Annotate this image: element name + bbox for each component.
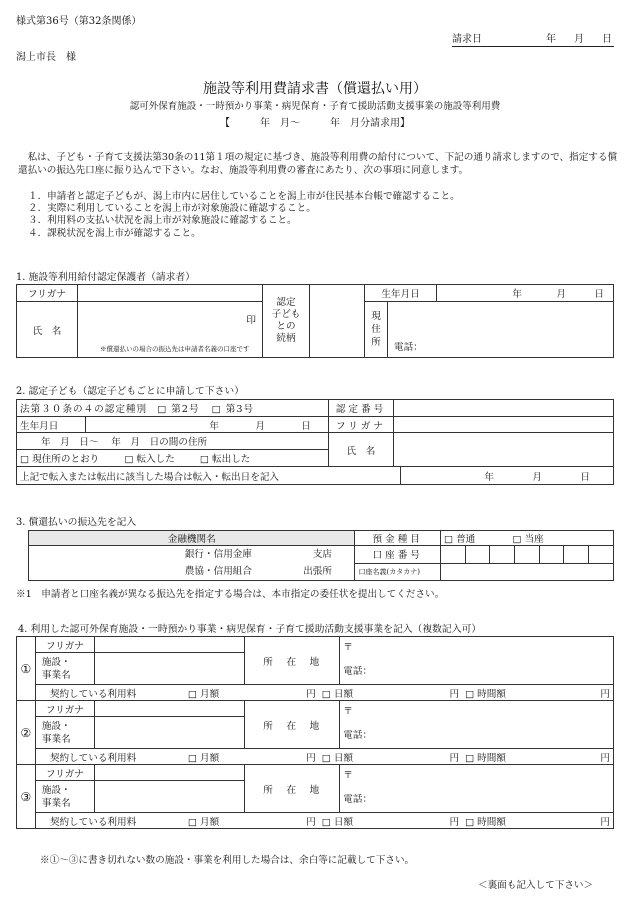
facility-furigana-label: フリガナ (35, 701, 94, 717)
facility-furigana-label: フリガナ (35, 637, 94, 653)
section3-heading: 3. 償還払いの振込先を記入 (16, 517, 137, 528)
monthly-checkbox[interactable]: □ 月額 (187, 816, 220, 828)
facility-footer-note: ※①～③に書き切れない数の施設・事業を利用した場合は、余白等に記載して下さい。 (40, 855, 415, 866)
facility-phone-label: 電話： (343, 730, 373, 741)
monthly-checkbox[interactable]: □ 月額 (187, 688, 220, 700)
hourly-checkbox[interactable]: □ 時間額 (465, 688, 506, 700)
address-label: 現 住 所 (365, 302, 388, 358)
daily-checkbox[interactable]: □ 日額 (321, 752, 354, 764)
account-digit[interactable] (490, 546, 515, 564)
deposit-type-options (440, 531, 613, 546)
facility-name-field[interactable] (95, 653, 245, 685)
consent-item: ２．実際に利用していることを潟上市が対象施設に確認すること。 (28, 203, 316, 215)
fee-options: 円 □ 日額 円 □ 時間額 円 (245, 813, 614, 829)
facility-location-label: 所 在 地 (245, 637, 340, 685)
child-table (16, 399, 614, 485)
phone-label: 電話： (394, 342, 423, 353)
form-number: 様式第36号（第32条関係） (16, 16, 142, 27)
facility-furigana-label: フリガナ (35, 765, 94, 781)
facility-location-label: 所 在 地 (245, 701, 340, 749)
facility-furigana-field[interactable] (95, 701, 245, 717)
account-name-field[interactable] (440, 563, 613, 581)
fee-label: 契約している利用料 □ 月額 (35, 685, 244, 701)
child-name-label: 氏 名 (329, 433, 394, 467)
fee-options: 円 □ 日額 円 □ 時間額 円 (245, 749, 614, 765)
facility-furigana-field[interactable] (95, 765, 245, 781)
branch-label: 支店 (312, 549, 332, 560)
type3-checkbox[interactable]: □ 第3号 (211, 404, 255, 415)
hourly-checkbox[interactable]: □ 時間額 (465, 752, 506, 764)
postal-mark: 〒 (343, 642, 353, 653)
facility-name-field[interactable] (95, 781, 245, 813)
address-field[interactable] (388, 302, 614, 358)
page-subtitle: 認可外保育施設・一時預かり事業・病児保育・子育て援助活動支援事業の施設等利用費 (129, 101, 501, 112)
facility-location-field[interactable] (340, 637, 614, 685)
child-name-field[interactable] (394, 433, 614, 467)
account-name-label: 口座名義(カタカナ) (355, 563, 440, 581)
name-label: 氏 名 (17, 302, 78, 358)
section1-heading: 1. 施設等利用給付認定保護者（請求者） (16, 272, 196, 283)
facility-name-label: 施設・ 事業名 (35, 781, 94, 813)
facility-name-field[interactable] (95, 717, 245, 749)
furigana-label: フリガナ (17, 285, 78, 302)
period-address-label: 年 月 日～ 年 月 日の間の住所 (17, 433, 329, 450)
account-digit[interactable] (539, 546, 564, 564)
postal-mark: 〒 (343, 706, 353, 717)
ordinary-checkbox[interactable]: □ 普通 (443, 534, 476, 545)
name-note: ※償還払いの場合の振込先は申請者名義の口座です (100, 345, 250, 353)
facility-name-label: 施設・ 事業名 (35, 653, 94, 685)
child-birth-field[interactable]: 年 月 日 (86, 417, 329, 433)
seal-mark: 印 (246, 315, 256, 326)
child-furigana-field[interactable] (394, 417, 614, 433)
fee-label: 契約している利用料 □ 月額 (35, 813, 244, 829)
institution-label: 金融機関名 (29, 531, 355, 546)
back-side-note: ＜裏面も記入して下さい＞ (478, 880, 594, 891)
birth-label: 生年月日 (365, 285, 437, 302)
name-field[interactable] (78, 302, 263, 358)
page-title: 施設等利用費請求書（償還払い用） (203, 81, 427, 97)
deposit-type-label: 預金種目 (355, 531, 440, 546)
request-date: 請求日 年 月 日 (452, 30, 614, 47)
facility-number: ① (17, 637, 36, 701)
current-address-checkbox[interactable]: □ 現住所のとおり (20, 454, 100, 465)
type2-checkbox[interactable]: □ 第2号 (157, 404, 200, 415)
furigana-field[interactable] (78, 285, 263, 302)
facility-furigana-field[interactable] (95, 637, 245, 653)
account-digit[interactable] (564, 546, 589, 564)
postal-mark: 〒 (343, 770, 353, 781)
office-label: 出張所 (303, 566, 332, 577)
bank-label: 銀行・信用金庫 (184, 549, 252, 560)
facility-phone-label: 電話： (343, 794, 373, 805)
period-line: 【 年 月～ 年 月分請求用】 (220, 118, 410, 129)
facility-location-field[interactable] (340, 765, 614, 813)
current-checkbox[interactable]: □ 当座 (512, 534, 544, 545)
moved-in-checkbox[interactable]: □ 転入した (124, 454, 175, 465)
consent-item: ４．課税状況を潟上市が確認すること。 (28, 227, 201, 239)
relation-label: 認定 子ども との 続柄 (263, 285, 310, 358)
consent-item: ３．利用料の支払い状況を潟上市が対象施設に確認すること。 (28, 215, 297, 227)
law-type-row (17, 400, 329, 417)
hourly-checkbox[interactable]: □ 時間額 (465, 816, 506, 828)
consent-item: １．申請者と認定子どもが、潟上市内に居住していることを潟上市が住民基本台帳で確認すること。 (28, 191, 460, 202)
facility-name-label: 施設・ 事業名 (35, 717, 94, 749)
facility-location-field[interactable] (340, 701, 614, 749)
consent-list (28, 191, 618, 240)
account-digit[interactable] (515, 546, 540, 564)
facility-location-label: 所 在 地 (245, 765, 340, 813)
account-no-label: 口座番号 (355, 546, 440, 564)
addressee: 潟上市長 様 (16, 52, 76, 63)
intro-text: 私は、子ども・子育て支援法第30条の11第１項の規定に基づき、施設等利用費の給付について、下記の通り請求しますので、指定する償還払いの振込先口座に振り込んで下さい。なお、施設等利用費の審査にあたり、次の事項に同意します。 (18, 152, 618, 176)
daily-checkbox[interactable]: □ 日額 (321, 816, 354, 828)
bank-note: ※1 申請者と口座名義が異なる振込先を指定する場合は、本市指定の委任状を提出してください。 (16, 589, 445, 600)
move-date-field[interactable]: 年 月 日 (401, 467, 614, 485)
facility-phone-label: 電話： (343, 666, 373, 677)
relation-field[interactable] (310, 285, 365, 358)
request-date-label: 請求日 (452, 34, 482, 45)
section4-heading: 4. 利用した認可外保育施設・一時預かり事業・病児保育・子育て援助活動支援事業を記入（複数記入可） (18, 624, 482, 635)
birth-field[interactable]: 年 月 日 (437, 285, 614, 302)
daily-checkbox[interactable]: □ 日額 (321, 688, 354, 700)
cert-no-field[interactable] (394, 400, 614, 417)
child-furigana-label: フリガナ (329, 417, 394, 433)
facility-table (16, 636, 614, 829)
move-date-note: 上記で転入または転出に該当した場合は転入・転出日を記入 (17, 467, 401, 485)
child-birth-label: 生年月日 (17, 417, 86, 433)
account-digit[interactable] (589, 546, 614, 564)
section2-heading: 2. 認定子ども（認定子どもごとに申請して下さい） (16, 386, 244, 397)
monthly-checkbox[interactable]: □ 月額 (187, 752, 220, 764)
moved-out-checkbox[interactable]: □ 転出した (199, 454, 251, 465)
facility-number: ② (17, 701, 36, 765)
agri-label: 農協・信用組合 (184, 566, 252, 577)
bank-name-field[interactable] (29, 546, 355, 581)
fee-label: 契約している利用料 □ 月額 (35, 749, 244, 765)
facility-number: ③ (17, 765, 36, 829)
bank-table (28, 530, 614, 581)
account-digit[interactable] (465, 546, 490, 564)
applicant-table (16, 284, 614, 358)
law-type-label: 法第３０条の４の認定種別 (20, 404, 148, 415)
fee-options: 円 □ 日額 円 □ 時間額 円 (245, 685, 614, 701)
cert-no-label: 認定番号 (329, 400, 394, 417)
account-digit[interactable] (440, 546, 465, 564)
address-options (17, 450, 329, 467)
